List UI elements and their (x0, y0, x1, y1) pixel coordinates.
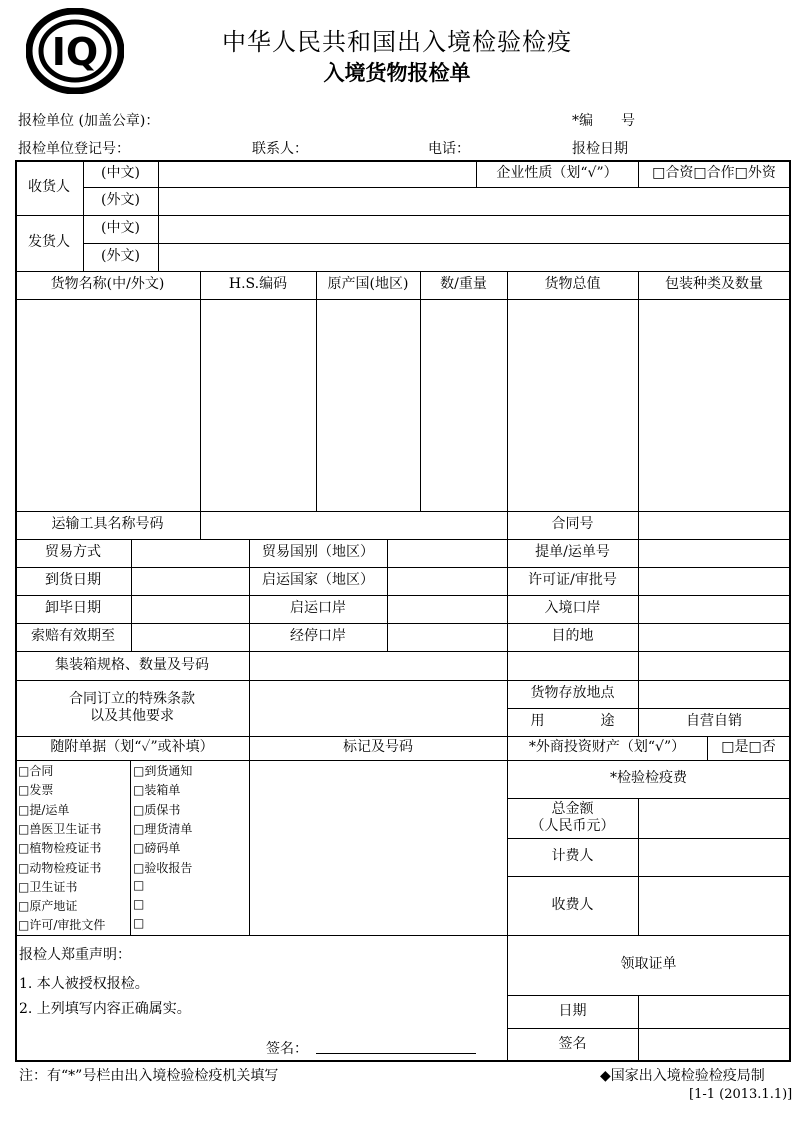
footer-code: [1-1 (2013.1.1)] (689, 1087, 793, 1102)
consignee-cn-label: (中文) (101, 164, 140, 181)
docs-label: 随附单据（划“✓”或补填） (50, 739, 214, 756)
doc-checkbox[interactable]: □原产地证 (18, 899, 78, 914)
consignor-cn-label: (中文) (101, 220, 140, 237)
foreign-asset-label: *外商投资财产（划“√”） (528, 739, 686, 756)
vehicle-field[interactable] (201, 511, 506, 539)
doc-checkbox[interactable]: □ (133, 916, 145, 931)
unload-date-label: 卸毕日期 (45, 600, 101, 617)
declaration-item-2: 2. 上列填写内容正确属实。 (19, 1001, 191, 1017)
storage-label: 货物存放地点 (530, 685, 615, 702)
declaration-title: 报检人郑重声明： (19, 947, 131, 963)
departure-country-label: 启运国家（地区） (262, 572, 374, 589)
receipt-date-label: 日期 (558, 1002, 587, 1019)
special-terms-field[interactable] (250, 680, 506, 736)
declaration-sign-label: 签名： (266, 1041, 308, 1057)
entry-port-label: 入境口岸 (544, 600, 601, 617)
doc-checkbox[interactable]: □到货通知 (133, 764, 193, 778)
fee-title: *检验检疫费 (610, 770, 687, 787)
signature-line[interactable] (316, 1053, 476, 1054)
container-label: 集装箱规格、数量及号码 (55, 656, 209, 673)
form-title: 中华人民共和国出入境检验检疫 (222, 28, 572, 56)
total-value-header: 货物总值 (544, 276, 601, 293)
contract-no-field[interactable] (639, 511, 789, 539)
via-port-label: 经停口岸 (290, 628, 346, 645)
destination-label: 目的地 (551, 628, 594, 645)
quantity-header: 数/重量 (440, 276, 487, 293)
enterprise-type-label: 企业性质（划“√”） (496, 164, 618, 181)
trade-country-label: 贸易国别（地区） (262, 544, 374, 561)
svg-text:IQ: IQ (51, 30, 99, 74)
date-label: 报检日期 (572, 141, 628, 157)
doc-checkbox[interactable]: □装箱单 (133, 783, 181, 798)
arrival-date-label: 到货日期 (45, 572, 101, 589)
goods-entry-area[interactable] (16, 300, 789, 510)
license-no-label: 许可证/审批号 (528, 572, 617, 589)
consignee-label: 收货人 (28, 178, 70, 195)
contact-label: 联系人： (252, 141, 308, 157)
footer-note: 注：有“*”号栏由出入境检验检疫机关填写 (19, 1068, 279, 1084)
marks-field[interactable] (250, 761, 506, 934)
reg-label: 报检单位登记号： (18, 141, 130, 157)
consignor-cn-field[interactable] (159, 215, 789, 243)
bill-no-label: 提单/运单号 (535, 544, 610, 561)
consignor-label: 发货人 (28, 234, 70, 251)
declaration-item-1: 1. 本人被授权报检。 (19, 976, 149, 992)
number-label: *编 号 (572, 113, 635, 129)
origin-header: 原产国(地区) (327, 276, 409, 293)
consignee-foreign-field[interactable] (159, 187, 789, 215)
goods-name-header: 货物名称(中/外文) (50, 276, 165, 293)
doc-checkbox[interactable]: □植物检疫证书 (18, 841, 102, 856)
doc-checkbox[interactable]: □许可/审批文件 (18, 918, 106, 933)
special-terms-label: 合同订立的特殊条款 以及其他要求 (69, 690, 195, 724)
vehicle-label: 运输工具名称号码 (51, 516, 164, 533)
doc-checkbox[interactable]: □合同 (18, 764, 54, 778)
fee-total-label: 总金额 （人民币元） (530, 800, 615, 834)
use-label: 用 途 (530, 713, 615, 730)
consignee-cn-field[interactable] (159, 160, 475, 187)
doc-checkbox[interactable]: □发票 (18, 783, 54, 798)
unit-label: 报检单位 (加盖公章)： (18, 113, 160, 129)
consignor-foreign-label: (外文) (101, 248, 140, 265)
receipt-title: 领取证单 (620, 956, 677, 973)
phone-label: 电话： (428, 141, 470, 157)
doc-checkbox[interactable]: □验收报告 (133, 860, 193, 875)
claim-period-label: 索赔有效期至 (31, 628, 115, 645)
enterprise-type-options[interactable]: □合资□合作□外资 (652, 164, 776, 181)
doc-checkbox[interactable]: □理货清单 (133, 821, 193, 836)
doc-checkbox[interactable]: □磅码单 (133, 841, 181, 856)
doc-checkbox[interactable]: □兽医卫生证书 (18, 821, 102, 836)
doc-checkbox[interactable]: □提/运单 (18, 802, 70, 817)
footer-issuer: ◆国家出入境检验检疫局制 (600, 1068, 765, 1084)
doc-checkbox[interactable]: □动物检疫证书 (18, 860, 102, 875)
departure-port-label: 启运口岸 (290, 600, 346, 617)
doc-checkbox[interactable]: □质保书 (133, 802, 181, 817)
contract-no-label: 合同号 (551, 516, 594, 533)
doc-checkbox[interactable]: □ (133, 877, 145, 892)
consignee-foreign-label: (外文) (101, 192, 140, 209)
container-field[interactable] (250, 651, 789, 680)
use-value: 自营自销 (686, 713, 742, 730)
trade-mode-label: 贸易方式 (45, 544, 101, 561)
marks-label: 标记及号码 (343, 739, 413, 756)
doc-checkbox[interactable]: □ (133, 897, 145, 912)
foreign-asset-options[interactable]: □是□否 (721, 739, 776, 756)
consignor-foreign-field[interactable] (159, 243, 789, 271)
packaging-header: 包装种类及数量 (665, 276, 763, 293)
receipt-sign-label: 签名 (558, 1036, 587, 1053)
hs-code-header: H.S.编码 (228, 276, 288, 293)
fee-charger-label: 计费人 (551, 848, 594, 865)
doc-checkbox[interactable]: □卫生证书 (18, 879, 78, 894)
fee-collector-label: 收费人 (551, 896, 594, 913)
form-subtitle: 入境货物报检单 (323, 61, 471, 85)
